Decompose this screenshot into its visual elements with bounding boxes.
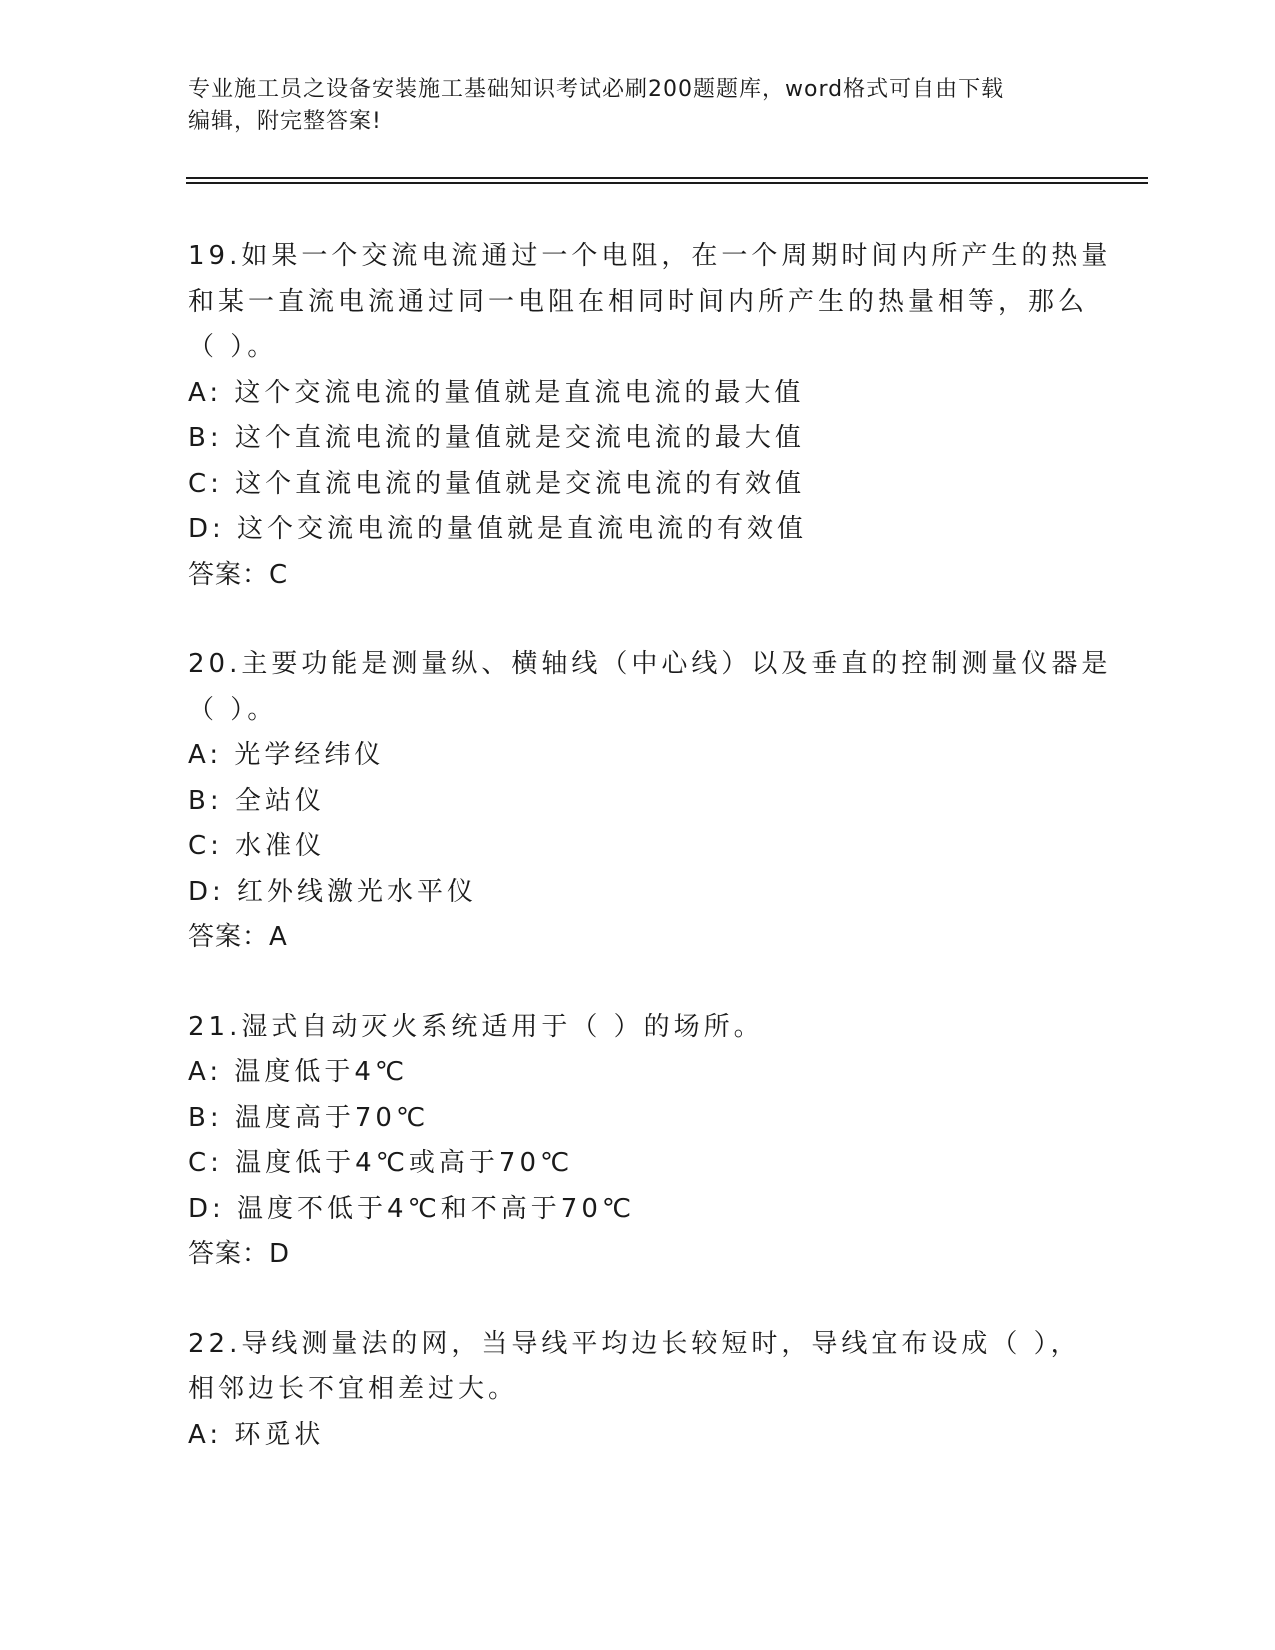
question-19 bbox=[188, 234, 1112, 598]
option-d: D: 红外线激光水平仪 bbox=[188, 876, 478, 907]
question-stem-line: （ ）。 bbox=[188, 694, 278, 725]
question-stem-line: 相邻边长不宜相差过大。 bbox=[188, 1374, 519, 1404]
header-line-2: 编辑，附完整答案! bbox=[188, 109, 382, 134]
question-stem-line: 19.如果一个交流电流通过一个电阻，在一个周期时间内所产生的热量 bbox=[188, 241, 1112, 271]
header-divider-top bbox=[186, 177, 1148, 179]
question-stem-line: 20.主要功能是测量纵、横轴线（中心线）以及垂直的控制测量仪器是 bbox=[188, 649, 1112, 679]
option-b: B: 这个直流电流的量值就是交流电流的最大值 bbox=[188, 423, 805, 453]
answer: 答案：A bbox=[188, 922, 288, 952]
option-d: D: 温度不低于4℃和不高于70℃ bbox=[188, 1193, 636, 1224]
spacer bbox=[188, 1278, 1088, 1322]
spacer bbox=[188, 961, 1088, 1005]
option-a: A: 环觅状 bbox=[188, 1419, 325, 1450]
option-d: D: 这个交流电流的量值就是直流电流的有效值 bbox=[188, 514, 808, 544]
document-header bbox=[188, 74, 1088, 138]
option-c: C: 这个直流电流的量值就是交流电流的有效值 bbox=[188, 468, 806, 499]
option-a: A: 光学经纬仪 bbox=[188, 740, 385, 770]
header-divider-bottom bbox=[186, 182, 1148, 184]
option-c: C: 温度低于4℃或高于70℃ bbox=[188, 1148, 574, 1178]
answer: 答案：D bbox=[188, 1239, 291, 1269]
option-a: A: 这个交流电流的量值就是直流电流的最大值 bbox=[188, 377, 805, 408]
option-a: A: 温度低于4℃ bbox=[188, 1057, 409, 1087]
header-line-1: 专业施工员之设备安装施工基础知识考试必刷200题题库，word格式可自由下载 bbox=[188, 77, 1005, 102]
question-21 bbox=[188, 1005, 1088, 1278]
question-list bbox=[188, 234, 1112, 1458]
question-20 bbox=[188, 642, 1112, 961]
option-b: B: 温度高于70℃ bbox=[188, 1102, 430, 1133]
question-stem-line: 和某一直流电流通过同一电阻在相同时间内所产生的热量相等，那么 bbox=[188, 286, 1089, 317]
question-stem-line: 21.湿式自动灭火系统适用于（ ）的场所。 bbox=[188, 1011, 764, 1042]
answer: 答案：C bbox=[188, 559, 289, 590]
question-stem-line: 22.导线测量法的网，当导线平均边长较短时，导线宜布设成（ ）， bbox=[188, 1328, 1081, 1359]
option-c: C: 水准仪 bbox=[188, 831, 326, 861]
spacer bbox=[188, 598, 1088, 642]
question-stem-line: （ ）。 bbox=[188, 332, 278, 362]
question-22 bbox=[188, 1322, 1088, 1459]
option-b: B: 全站仪 bbox=[188, 785, 325, 816]
